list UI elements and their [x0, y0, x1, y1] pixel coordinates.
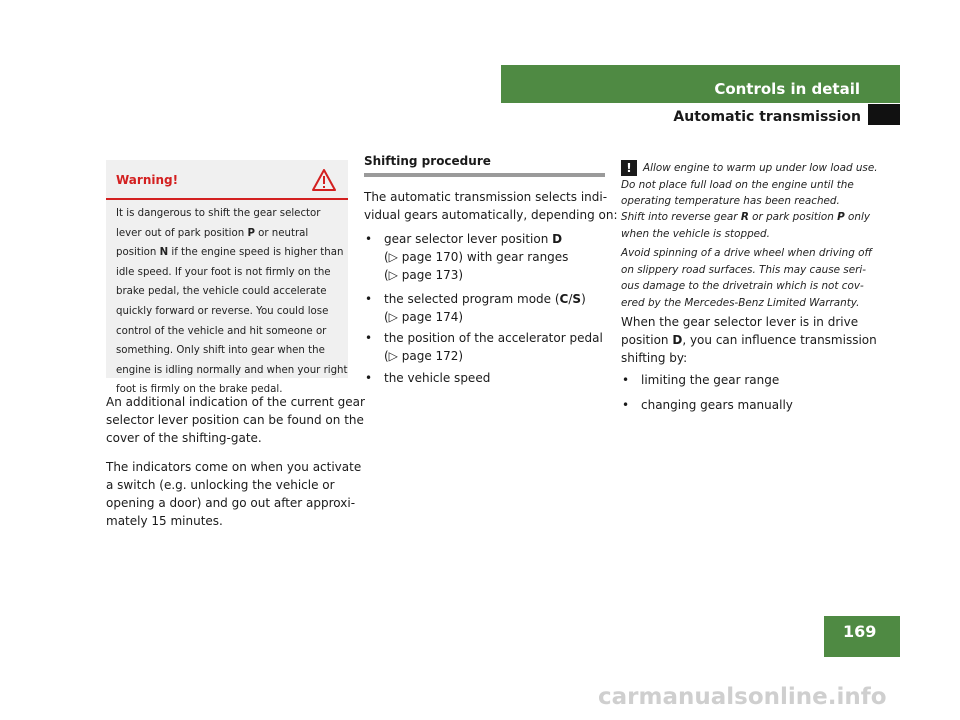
page-number-box [824, 616, 900, 657]
gear-indication-text: An additional indication of the current gear selector lever position can be found on the cover of the shifting-gate. The indicators come on when you activate a switch (e.g. unlocking the vehicle or opening a door) and go out after approxi- mately 15 minutes. [106, 395, 365, 528]
warning-triangle-icon [312, 169, 336, 191]
heading-rule [364, 173, 605, 177]
note-icon: ! [621, 160, 637, 176]
note-text: Avoid spinning of a drive wheel when driving off on slippery road surfaces. This may cause seri- ous damage to the drivetrain which is not cov- ered by the Mercedes-Benz Limited Warranty. [621, 247, 872, 309]
page-number: 169 [843, 622, 877, 641]
warning-text: It is dangerous to shift the gear selector lever out of park position P or neutral position N if the engine speed is higher than idle speed. If your foot is not firmly on the brake pedal, the vehicle could accelerate quickly forward or reverse. You could lose control of the vehicle and hit someone or something. Only shift into gear when the engine is idling normally and when your right foot is firmly on the brake pedal. [116, 208, 348, 396]
section-header-band [501, 65, 900, 103]
note-text: Shift into reverse gear R or park position P only when the vehicle is stopped. [621, 211, 871, 240]
warning-box [106, 160, 348, 396]
section-heading: Shifting procedure [364, 154, 491, 168]
drive-position-text: When the gear selector lever is in drive position D, you can influence transmission shifting by: [621, 315, 877, 365]
warning-header [106, 160, 348, 200]
note-text: Allow engine to warm up under low load use. Do not place full load on the engine until the operating temperature has been reached. [621, 162, 878, 207]
header-marker [868, 104, 900, 125]
watermark: carmanualsonline.info [598, 684, 887, 710]
subsection-title: Automatic transmission [673, 109, 861, 125]
section-title: Controls in detail [714, 80, 860, 98]
shifting-intro: The automatic transmission selects indi- vidual gears automatically, depending on: [364, 190, 618, 222]
shifting-procedure-section: Shifting procedure The automatic transmission selects indi- vidual gears automatically, depending on: • gear selector lever position D (▷ page 170) with gear ranges (▷ page 173) • the selected program mode (C/S) (▷ page 174) • the position of the accelerator pedal (▷ page 172) • the vehicle speed [364, 154, 618, 385]
warning-title: Warning! [116, 173, 179, 187]
